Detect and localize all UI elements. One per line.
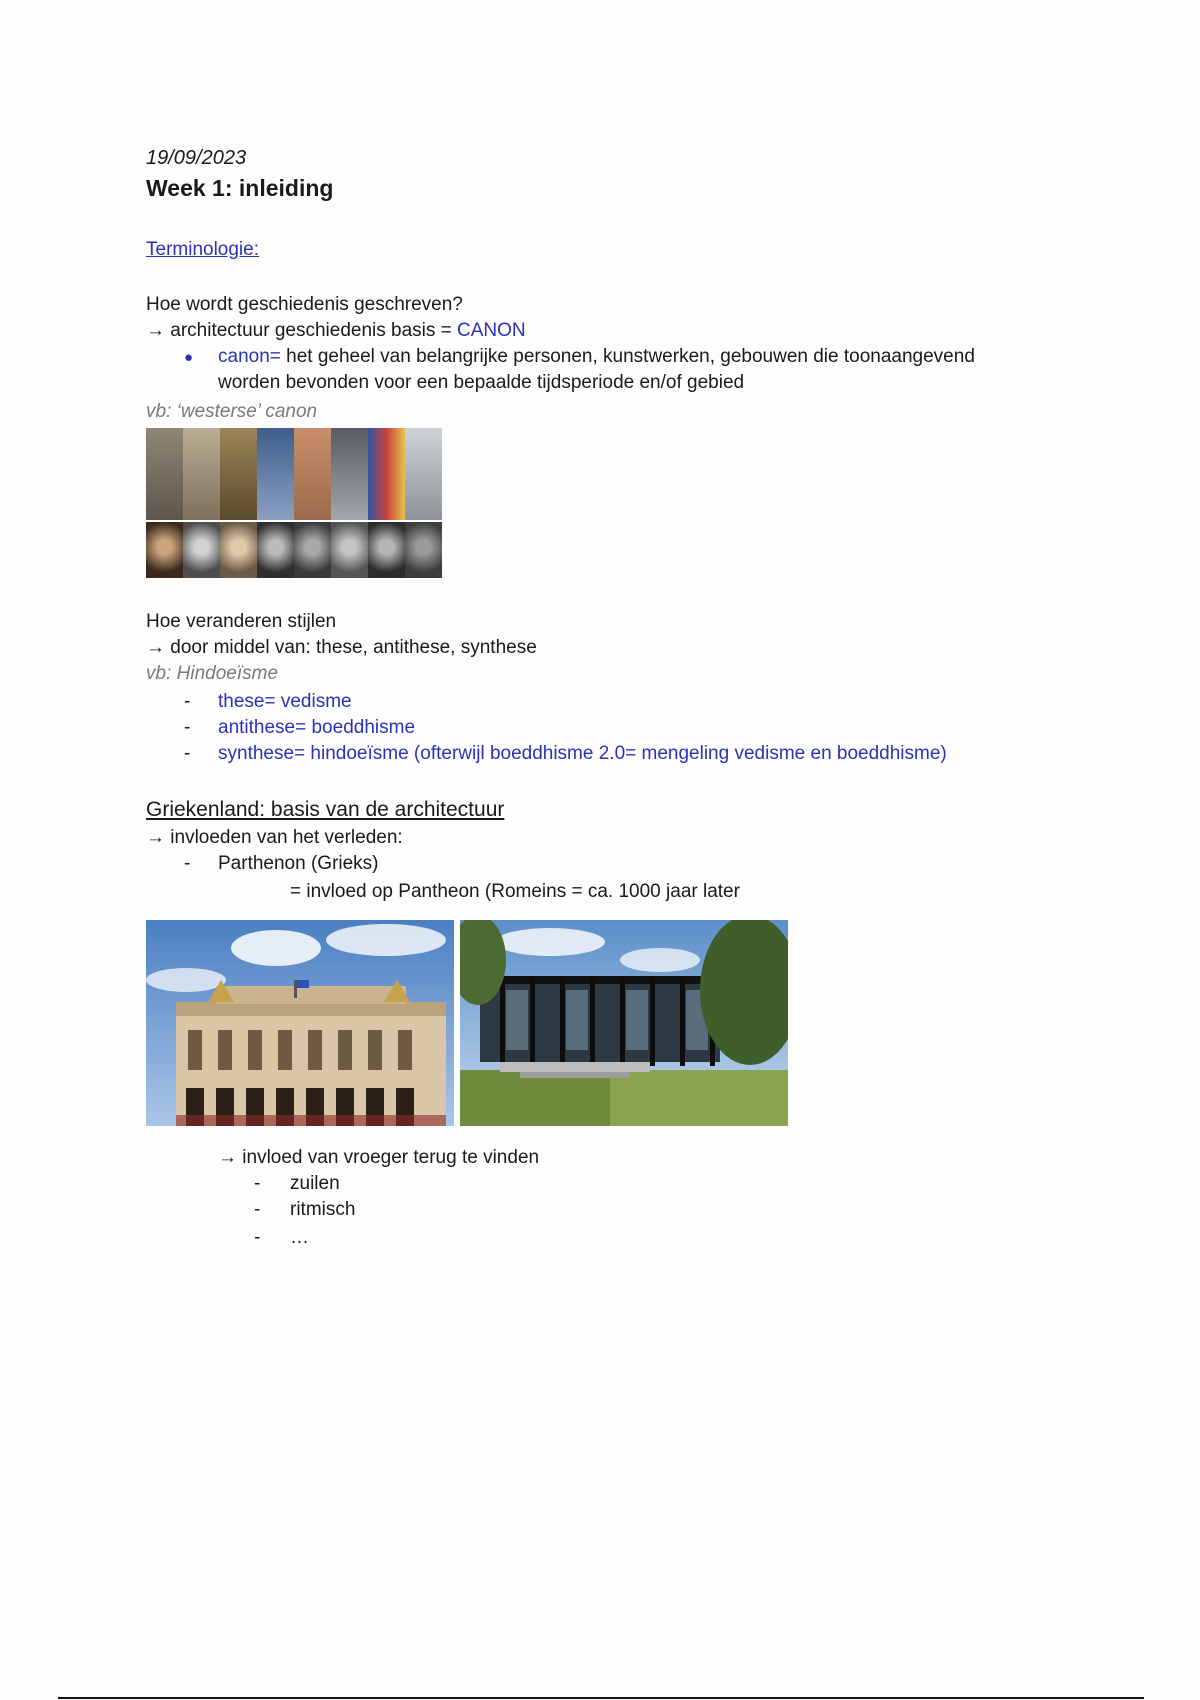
- building-photo: [257, 428, 294, 520]
- pavilion-illustration: [460, 920, 788, 1126]
- canon-term: canon=: [218, 346, 281, 367]
- canon-collage-image: [146, 428, 442, 578]
- page-title: Week 1: inleiding: [146, 175, 334, 201]
- bullet-dot-icon: ●: [184, 349, 194, 366]
- canon-arrow-line: [146, 319, 526, 343]
- question-history: Hoe wordt geschiedenis geschreven?: [146, 294, 463, 315]
- dash-bullet: -: [254, 1227, 261, 1248]
- building-photo: [294, 428, 331, 520]
- dialectic-arrow-line: → door middel van: these, antithese, synthese: [146, 637, 537, 658]
- portrait-photo: [146, 522, 183, 578]
- list-item-synthese: synthese= hindoeïsme (ofterwijl boeddhisme 2.0= mengeling vedisme en boeddhisme): [218, 743, 947, 764]
- building-photo: [405, 428, 442, 520]
- influence-past-arrow-line: → invloed van vroeger terug te vinden: [218, 1147, 540, 1168]
- terminology-link[interactable]: Terminologie:: [146, 239, 259, 260]
- opera-illustration: [146, 920, 454, 1126]
- canon-definition-line1: [218, 345, 975, 369]
- pantheon-influence-line: = invloed op Pantheon (Romeins = ca. 1000 jaar later: [290, 881, 740, 902]
- building-photo: [331, 428, 368, 520]
- portrait-photo: [405, 522, 442, 578]
- influence-arrow-line: → invloeden van het verleden:: [146, 827, 403, 848]
- portrait-photo: [294, 522, 331, 578]
- note-date: 19/09/2023: [146, 147, 247, 169]
- example-hinduism: vb: Hindoeïsme: [146, 663, 279, 684]
- portrait-photo: [183, 522, 220, 578]
- building-photo: [183, 428, 220, 520]
- canon-definition-text: het geheel van belangrijke personen, kunstwerken, gebouwen die toonaangevend: [280, 346, 975, 367]
- section-heading-greece: Griekenland: basis van de architectuur: [146, 798, 505, 821]
- opera-building-photo: [146, 920, 454, 1126]
- list-item-parthenon: Parthenon (Grieks): [218, 853, 379, 874]
- page-bottom-rule: [58, 1697, 1144, 1699]
- list-item-zuilen: zuilen: [290, 1173, 340, 1194]
- dash-bullet: -: [254, 1199, 261, 1220]
- dash-bullet: -: [184, 853, 191, 874]
- building-photo: [146, 428, 183, 520]
- question-styles: Hoe veranderen stijlen: [146, 611, 337, 632]
- list-item-ritmisch: ritmisch: [290, 1199, 356, 1220]
- dash-bullet: -: [184, 743, 191, 764]
- building-photo: [368, 428, 405, 520]
- building-photo: [220, 428, 257, 520]
- portrait-photo: [220, 522, 257, 578]
- example-western-canon: vb: ‘westerse’ canon: [146, 401, 318, 422]
- portrait-photo: [368, 522, 405, 578]
- modern-building-photo: [460, 920, 788, 1126]
- dash-bullet: -: [254, 1173, 261, 1194]
- portrait-photo: [331, 522, 368, 578]
- canon-highlight: CANON: [457, 320, 526, 341]
- buildings-row: [146, 428, 442, 520]
- dash-bullet: -: [184, 691, 191, 712]
- canon-arrow-text: → architectuur geschiedenis basis =: [146, 320, 458, 341]
- list-item-antithese: antithese= boeddhisme: [218, 717, 416, 738]
- dash-bullet: -: [184, 717, 191, 738]
- list-item-ellipsis: …: [290, 1227, 309, 1248]
- list-item-these: these= vedisme: [218, 691, 352, 712]
- portrait-photo: [257, 522, 294, 578]
- canon-definition-line2: worden bevonden voor een bepaalde tijdsperiode en/of gebied: [218, 372, 745, 393]
- portraits-row: [146, 522, 442, 578]
